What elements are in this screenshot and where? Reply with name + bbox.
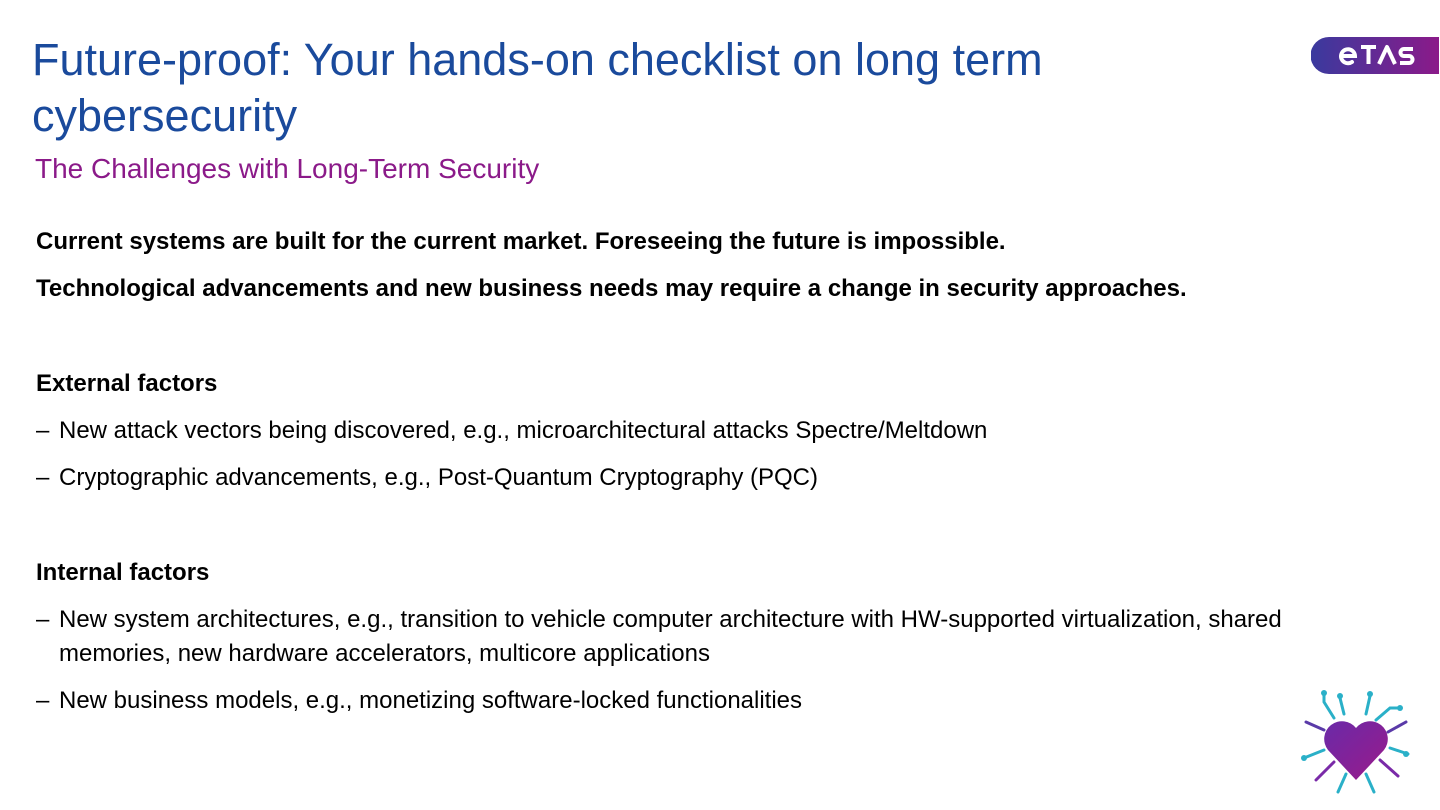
- intro-statement-2: Technological advancements and new business needs may require a change in security approaches.: [36, 275, 1187, 302]
- list-item: [36, 684, 1366, 718]
- bullet-dash: –: [36, 687, 50, 714]
- list-item-text: New system architectures, e.g., transition to vehicle computer architecture with HW-supported virtualization, shared memories, new hardware accelerators, multicore applications: [59, 606, 1282, 667]
- list-item-text: Cryptographic advancements, e.g., Post-Quantum Cryptography (PQC): [59, 464, 818, 491]
- external-factors-heading: External factors: [36, 370, 218, 397]
- circuit-heart-icon: [1294, 688, 1418, 800]
- slide-body: [36, 225, 1366, 731]
- etas-logo: [1311, 37, 1439, 74]
- internal-factors-heading: Internal factors: [36, 559, 210, 586]
- intro-statement-1: Current systems are built for the current market. Foreseeing the future is impossible.: [36, 228, 1006, 255]
- list-item-text: New business models, e.g., monetizing software-locked functionalities: [59, 687, 803, 714]
- bullet-dash: –: [36, 464, 50, 491]
- list-item: [36, 461, 1366, 495]
- slide-title: Future-proof: Your hands-on checklist on long term cybersecurity: [32, 34, 1043, 141]
- list-item: [36, 414, 1366, 448]
- list-item: [36, 603, 1366, 671]
- slide-subtitle: The Challenges with Long-Term Security: [35, 153, 540, 184]
- bullet-dash: –: [36, 606, 50, 633]
- bullet-dash: –: [36, 417, 50, 444]
- list-item-text: New attack vectors being discovered, e.g., microarchitectural attacks Spectre/Meltdown: [59, 417, 988, 444]
